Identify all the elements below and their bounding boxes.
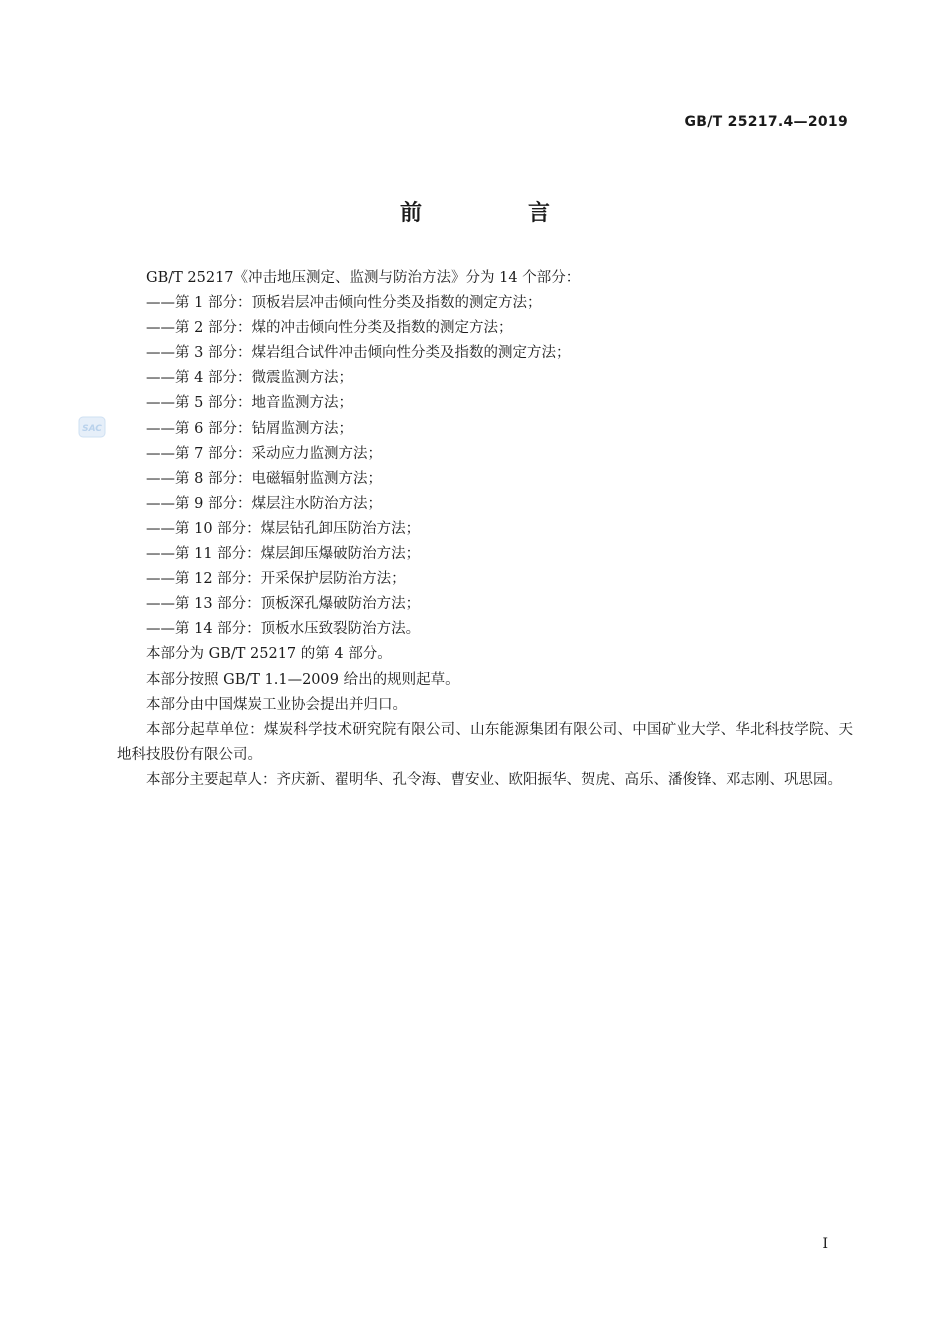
list-item-part-13: ——第 13 部分：顶板深孔爆破防治方法； — [146, 596, 421, 613]
list-item-part-12: ——第 12 部分：开采保护层防治方法； — [146, 571, 406, 588]
foreword-body — [117, 266, 853, 793]
paragraph-drafters: 本部分主要起草人：齐庆新、翟明华、孔令海、曹安业、欧阳振华、贺虎、高乐、潘俊锋、邓志刚、巩思园。 — [146, 771, 842, 788]
list-item-part-7: ——第 7 部分：采动应力监测方法； — [146, 445, 382, 462]
page-number: I — [822, 1236, 828, 1252]
svg-text:SAC: SAC — [82, 424, 102, 434]
list-item-part-10: ——第 10 部分：煤层钻孔卸压防治方法； — [146, 520, 421, 537]
paragraph-intro: GB/T 25217《冲击地压测定、监测与防治方法》分为 14 个部分： — [146, 270, 581, 286]
sac-logo-icon — [78, 416, 106, 438]
list-item-part-6: ——第 6 部分：钻屑监测方法； — [146, 420, 353, 437]
list-item-part-9: ——第 9 部分：煤层注水防治方法； — [146, 495, 382, 512]
list-item-part-8: ——第 8 部分：电磁辐射监测方法； — [146, 470, 382, 487]
list-item-part-4: ——第 4 部分：微震监测方法； — [146, 370, 353, 387]
list-item-part-11: ——第 11 部分：煤层卸压爆破防治方法； — [146, 546, 421, 563]
list-item-part-5: ——第 5 部分：地音监测方法； — [146, 395, 353, 412]
paragraph-drafting-units: 本部分起草单位：煤炭科学技术研究院有限公司、山东能源集团有限公司、中国矿业大学、华北科技学院、天地科技股份有限公司。 — [117, 721, 853, 763]
page-title: 前 言 — [399, 201, 592, 226]
list-item-part-2: ——第 2 部分：煤的冲击倾向性分类及指数的测定方法； — [146, 320, 513, 337]
paragraph-proposer: 本部分由中国煤炭工业协会提出并归口。 — [146, 696, 407, 713]
paragraph-part-statement: 本部分为 GB/T 25217 的第 4 部分。 — [146, 646, 392, 663]
list-item-part-1: ——第 1 部分：顶板岩层冲击倾向性分类及指数的测定方法； — [146, 295, 542, 312]
list-item-part-3: ——第 3 部分：煤岩组合试件冲击倾向性分类及指数的测定方法； — [146, 345, 571, 362]
paragraph-drafting-rules: 本部分按照 GB/T 1.1—2009 给出的规则起草。 — [146, 671, 460, 688]
list-item-part-14: ——第 14 部分：顶板水压致裂防治方法。 — [146, 621, 421, 638]
standard-code-header: GB/T 25217.4—2019 — [684, 114, 848, 130]
